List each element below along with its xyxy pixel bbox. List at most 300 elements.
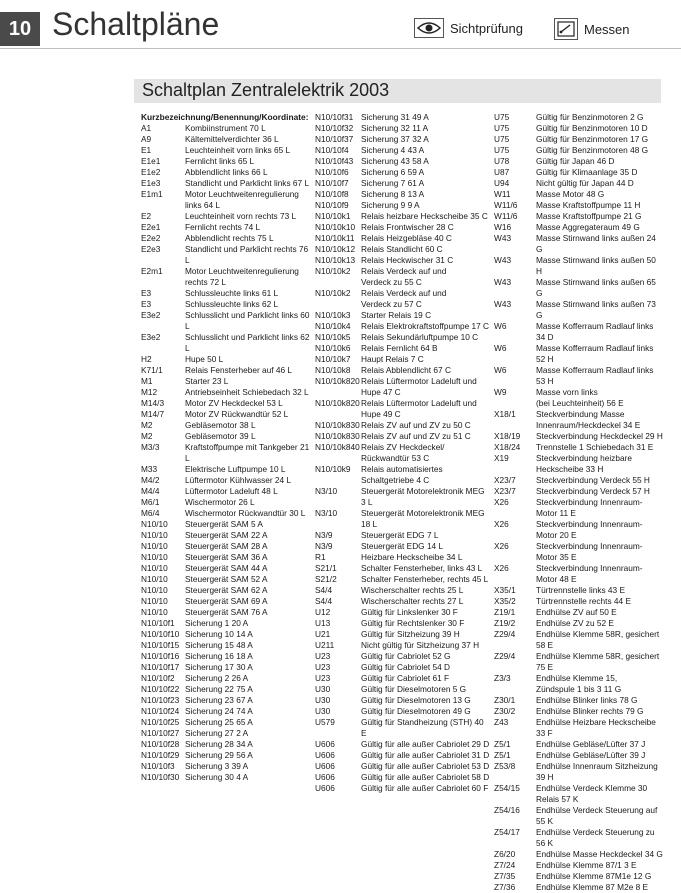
entry-code: R1 xyxy=(315,552,326,562)
entry-code: N3/9 xyxy=(315,541,333,551)
entry-description-line: Steckverbindung Innenraum- xyxy=(536,497,643,507)
entry-description xyxy=(185,178,311,189)
entry-code: Z43 xyxy=(494,717,509,727)
entry-description-line: Steckverbindung Innenraum- xyxy=(536,563,643,573)
entry-description-line: Relais ZV Heckdeckel/ xyxy=(361,442,445,452)
legend-entry xyxy=(494,277,664,299)
entry-description-line: Gültig für Cabriolet 54 D xyxy=(361,662,451,672)
entry-code: U23 xyxy=(315,662,331,672)
entry-description xyxy=(536,860,664,871)
entry-description xyxy=(361,178,490,189)
entry-description xyxy=(185,420,311,431)
entry-description xyxy=(185,772,311,783)
entry-code: M14/3 xyxy=(141,398,165,408)
legend-entry xyxy=(141,585,311,596)
entry-code: X18/24 xyxy=(494,442,521,452)
entry-description-line: Sicherung 4 43 A xyxy=(361,145,425,155)
entry-description xyxy=(536,739,664,750)
entry-code: X19 xyxy=(494,453,509,463)
entry-description-line: Relais Verdeck auf und xyxy=(361,266,447,276)
legend-entry xyxy=(315,156,490,167)
entry-description xyxy=(361,607,490,618)
entry-code: W43 xyxy=(494,255,512,265)
legend-entry xyxy=(315,717,490,739)
entry-description xyxy=(536,200,664,211)
entry-description-line: Steckverbindung heizbare xyxy=(536,453,632,463)
entry-code: U75 xyxy=(494,123,510,133)
entry-code: N10/10 xyxy=(141,552,168,562)
entry-description-line: Hupe 47 C xyxy=(361,387,401,397)
entry-description-line: Schalter Fensterheber, links 43 L xyxy=(361,563,483,573)
legend-entry xyxy=(494,827,664,849)
legend-entry xyxy=(141,354,311,365)
entry-code: N10/10f30 xyxy=(141,772,180,782)
legend-entry xyxy=(494,750,664,761)
entry-description xyxy=(536,255,664,277)
entry-code: N10/10f27 xyxy=(141,728,180,738)
sichtpruefung-legend xyxy=(414,18,523,38)
legend-entry xyxy=(494,343,664,365)
entry-code: A1 xyxy=(141,123,152,133)
legend-entry xyxy=(494,442,664,453)
legend-entry xyxy=(494,475,664,486)
entry-description xyxy=(536,519,664,541)
entry-code: H2 xyxy=(141,354,152,364)
entry-code: W43 xyxy=(494,277,512,287)
legend-entry xyxy=(141,332,311,354)
entry-description-line: Endhülse Masse Heckdeckel 34 G xyxy=(536,849,663,859)
entry-description xyxy=(361,585,490,596)
entry-description-line: Sicherung 3 39 A xyxy=(185,761,249,771)
entry-description-line: Steuergerät SAM 36 A xyxy=(185,552,268,562)
entry-code: Z29/4 xyxy=(494,651,516,661)
entry-code: U211 xyxy=(315,640,335,650)
entry-code: W9 xyxy=(494,387,507,397)
entry-description xyxy=(361,761,490,772)
entry-code: M14/7 xyxy=(141,409,165,419)
entry-description-line: Steckverbindung Heckdeckel 29 H xyxy=(536,431,663,441)
legend-entry xyxy=(141,464,311,475)
entry-code: N10/10f15 xyxy=(141,640,180,650)
entry-description xyxy=(361,398,490,420)
entry-description xyxy=(185,244,311,266)
legend-entry xyxy=(315,145,490,156)
entry-code: M1 xyxy=(141,376,153,386)
messen-label: Messen xyxy=(584,21,630,37)
entry-code: N10/10k5 xyxy=(315,332,351,342)
entry-code: N10/10f7 xyxy=(315,178,349,188)
entry-code: U30 xyxy=(315,706,331,716)
entry-description xyxy=(361,332,490,343)
legend-entry xyxy=(494,761,664,783)
entry-code: N10/10k820 xyxy=(315,376,360,386)
entry-code: X35/2 xyxy=(494,596,516,606)
entry-description-line: Relais heizbare Heckscheibe 35 C xyxy=(361,211,488,221)
entry-description-line: Wischermotor 26 L xyxy=(185,497,255,507)
entry-description xyxy=(185,618,311,629)
entry-description xyxy=(536,563,664,585)
entry-description xyxy=(185,629,311,640)
entry-code: M12 xyxy=(141,387,158,397)
entry-description-line: Schlussleuchte links 62 L xyxy=(185,299,279,309)
entry-description-line: Sicherung 10 14 A xyxy=(185,629,253,639)
entry-description xyxy=(185,409,311,420)
entry-description-line: Fernlicht links 65 L xyxy=(185,156,255,166)
legend-entry xyxy=(141,398,311,409)
entry-description xyxy=(536,123,664,134)
entry-code: N10/10 xyxy=(141,574,168,584)
entry-code: S4/4 xyxy=(315,596,333,606)
entry-description xyxy=(185,530,311,541)
entry-description-line: Steuergerät SAM 62 A xyxy=(185,585,268,595)
entry-description-line: Elektrische Luftpumpe 10 L xyxy=(185,464,286,474)
entry-description-line: Masse Stirnwand links außen 50 H xyxy=(536,255,656,276)
entry-description-line: Nicht gültig für Japan 44 D xyxy=(536,178,634,188)
entry-code: N10/10f17 xyxy=(141,662,180,672)
legend-entry xyxy=(494,882,664,893)
entry-description xyxy=(361,684,490,695)
entry-description-line: Endhülse Klemme 58R, gesichert 75 E xyxy=(536,651,660,672)
legend-entry xyxy=(141,695,311,706)
entry-code: X35/1 xyxy=(494,585,516,595)
entry-description-line: Verdeck zu 55 C xyxy=(361,277,422,287)
entry-description-line: Endhülse Klemme 87 M2e 8 E xyxy=(536,882,649,892)
entry-description xyxy=(361,530,490,541)
entry-description xyxy=(536,387,664,409)
entry-code: N10/10f8 xyxy=(315,189,349,199)
legend-entry xyxy=(494,629,664,651)
entry-description-line: Relais 57 K xyxy=(536,794,579,804)
entry-code: M3/3 xyxy=(141,442,160,452)
legend-entry xyxy=(494,134,664,145)
entry-description-line: Gültig für Dieselmotoren 5 G xyxy=(361,684,467,694)
entry-code: U579 xyxy=(315,717,335,727)
entry-code: N10/10k11 xyxy=(315,233,355,243)
entry-description-line: Lüftermotor Ladeluft 48 L xyxy=(185,486,278,496)
entry-description-line: Gebläsemotor 38 L xyxy=(185,420,256,430)
entry-description-line: Motor Leuchtweitenregulierung xyxy=(185,266,299,276)
legend-entry xyxy=(315,574,490,585)
entry-code: E3e2 xyxy=(141,310,161,320)
entry-description xyxy=(536,629,664,651)
entry-description-line: Endhülse Heizbare Heckscheibe 33 F xyxy=(536,717,656,738)
entry-description-line: Hupe 50 L xyxy=(185,354,224,364)
entry-description xyxy=(185,233,311,244)
entry-description xyxy=(361,266,490,288)
entry-code: N10/10 xyxy=(141,530,168,540)
entry-description-line: Abblendlicht rechts 75 L xyxy=(185,233,274,243)
entry-description-line: Starter Relais 19 C xyxy=(361,310,432,320)
legend-entry xyxy=(494,871,664,882)
entry-description-line: Endhülse Klemme 87/1 3 E xyxy=(536,860,637,870)
legend-entry xyxy=(141,761,311,772)
legend-entry xyxy=(315,431,490,442)
entry-code: M6/1 xyxy=(141,497,160,507)
entry-description-line: Sicherung 32 11 A xyxy=(361,123,429,133)
entry-description-line: Steuergerät EDG 7 L xyxy=(361,530,439,540)
entry-description-line: Sicherung 24 74 A xyxy=(185,706,253,716)
entry-description xyxy=(185,585,311,596)
entry-code: N10/10k840 xyxy=(315,442,360,452)
legend-entry xyxy=(494,321,664,343)
entry-code: E2e3 xyxy=(141,244,161,254)
legend-entry xyxy=(141,728,311,739)
entry-description xyxy=(185,574,311,585)
entry-description xyxy=(185,497,311,508)
legend-entry xyxy=(315,464,490,486)
entry-description xyxy=(185,189,311,211)
entry-code: E2 xyxy=(141,211,152,221)
entry-description-line: Gültig für Benzinmotoren 48 G xyxy=(536,145,649,155)
legend-entry xyxy=(315,244,490,255)
entry-description-line: Steuergerät SAM 44 A xyxy=(185,563,268,573)
meter-icon xyxy=(554,18,578,40)
entry-code: N3/9 xyxy=(315,530,333,540)
entry-code: W11/6 xyxy=(494,211,518,221)
entry-code: N10/10k820 xyxy=(315,398,360,408)
entry-code: N10/10k4 xyxy=(315,321,351,331)
entry-description-line: Motor ZV Heckdeckel 53 L xyxy=(185,398,283,408)
entry-description-line: Kältemittelverdichter 36 L xyxy=(185,134,279,144)
entry-code: E1e3 xyxy=(141,178,161,188)
entry-description xyxy=(536,673,664,695)
entry-description xyxy=(185,750,311,761)
entry-code: X18/19 xyxy=(494,431,521,441)
entry-description xyxy=(361,739,490,750)
entry-code: N10/10f3 xyxy=(141,761,175,771)
entry-code: S4/4 xyxy=(315,585,333,595)
legend-entry xyxy=(141,563,311,574)
entry-description-line: Sicherung 31 49 A xyxy=(361,112,429,122)
legend-entry xyxy=(315,640,490,651)
entry-description-line: Sicherung 9 9 A xyxy=(361,200,420,210)
entry-description-line: Endhülse Blinker links 78 G xyxy=(536,695,638,705)
entry-code: U606 xyxy=(315,783,335,793)
entry-code: Z6/20 xyxy=(494,849,516,859)
entry-description-line: Gültig für Dieselmotoren 13 G xyxy=(361,695,471,705)
entry-code: N10/10 xyxy=(141,519,168,529)
entry-code: N10/10f4 xyxy=(315,145,349,155)
entry-description xyxy=(185,475,311,486)
entry-description-line: Lüftermotor Kühlwasser 24 L xyxy=(185,475,292,485)
entry-description-line: Sicherung 17 30 A xyxy=(185,662,253,672)
entry-description xyxy=(536,585,664,596)
entry-code: N10/10f43 xyxy=(315,156,354,166)
entry-description-line: Abblendlicht links 66 L xyxy=(185,167,268,177)
legend-entry xyxy=(494,211,664,222)
legend-entry xyxy=(315,761,490,772)
entry-code: E3 xyxy=(141,288,152,298)
entry-code: X23/7 xyxy=(494,486,516,496)
legend-entry xyxy=(494,563,664,585)
entry-code: N10/10 xyxy=(141,541,168,551)
entry-description-line: Schaltgetriebe 4 C xyxy=(361,475,430,485)
entry-description xyxy=(185,717,311,728)
entry-description-line: Zündspule 1 bis 3 11 G xyxy=(536,684,622,694)
entry-description xyxy=(536,805,664,827)
entry-description xyxy=(536,706,664,717)
entry-description-line: Steckverbindung Verdeck 55 H xyxy=(536,475,650,485)
entry-description-line: Relais Fernlicht 64 B xyxy=(361,343,438,353)
entry-code: Z7/36 xyxy=(494,882,516,892)
entry-description-line: Kombiinstrument 70 L xyxy=(185,123,266,133)
entry-code: Z7/24 xyxy=(494,860,516,870)
entry-description xyxy=(361,662,490,673)
entry-description xyxy=(361,189,490,200)
entry-description xyxy=(361,420,490,431)
entry-description xyxy=(361,552,490,563)
legend-entry xyxy=(141,167,311,178)
legend-entry xyxy=(315,222,490,233)
entry-code: N10/10k2 xyxy=(315,288,351,298)
entry-description-line: Steckverbindung Verdeck 57 H xyxy=(536,486,650,496)
entry-description-line: Masse Aggregateraum 49 G xyxy=(536,222,640,232)
entry-description xyxy=(536,541,664,563)
entry-description xyxy=(536,211,664,222)
entry-description xyxy=(361,376,490,398)
entry-description-line: Motor 20 E xyxy=(536,530,577,540)
entry-description-line: Verdeck zu 57 C xyxy=(361,299,422,309)
entry-description-line: Sicherung 15 48 A xyxy=(185,640,253,650)
entry-description xyxy=(185,519,311,530)
legend-entry xyxy=(315,420,490,431)
entry-description xyxy=(361,431,490,442)
entry-description xyxy=(536,486,664,497)
legend-entry xyxy=(141,552,311,563)
entry-code: N10/10k3 xyxy=(315,310,351,320)
entry-description xyxy=(185,354,311,365)
entry-description-line: Türtrennstelle rechts 44 E xyxy=(536,596,631,606)
legend-entry xyxy=(315,167,490,178)
entry-description xyxy=(536,145,664,156)
entry-code: N10/10f28 xyxy=(141,739,180,749)
legend-entry xyxy=(141,310,311,332)
entry-description xyxy=(185,288,311,299)
legend-entry xyxy=(315,255,490,266)
entry-description xyxy=(361,211,490,222)
entry-description-line: Heckscheibe 33 H xyxy=(536,464,604,474)
entry-description xyxy=(536,321,664,343)
entry-description xyxy=(361,233,490,244)
entry-description xyxy=(361,464,490,486)
entry-description xyxy=(185,431,311,442)
entry-description xyxy=(536,222,664,233)
entry-description-line: Sicherung 29 56 A xyxy=(185,750,253,760)
header-divider xyxy=(0,48,681,49)
entry-code: N10/10f10 xyxy=(141,629,180,639)
legend-entry xyxy=(141,717,311,728)
legend-entry xyxy=(141,211,311,222)
entry-description-line: Gültig für Dieselmotoren 49 G xyxy=(361,706,471,716)
legend-entry xyxy=(494,706,664,717)
entry-description xyxy=(536,299,664,321)
entry-description-line: Sicherung 8 13 A xyxy=(361,189,425,199)
entry-code: E1e1 xyxy=(141,156,161,166)
entry-code: U75 xyxy=(494,145,510,155)
entry-description-line: links 64 L xyxy=(185,200,221,210)
legend-entry xyxy=(315,200,490,211)
legend-entry xyxy=(315,398,490,420)
entry-description xyxy=(361,563,490,574)
legend-entry xyxy=(141,508,311,519)
entry-description xyxy=(185,596,311,607)
legend-entry xyxy=(141,684,311,695)
entry-description-line: Motor ZV Rückwandtür 52 L xyxy=(185,409,289,419)
entry-description-line: Relais automatisiertes xyxy=(361,464,443,474)
legend-entry xyxy=(315,310,490,321)
legend-entry xyxy=(494,541,664,563)
entry-description-line: Masse Kofferraum Radlauf links 34 D xyxy=(536,321,654,342)
legend-entry xyxy=(141,288,311,299)
entry-description-line: Kraftstoffpumpe mit Tankgeber 21 L xyxy=(185,442,310,463)
legend-entry xyxy=(315,486,490,508)
legend-entry xyxy=(141,750,311,761)
legend-entry xyxy=(315,134,490,145)
entry-description-line: Gültig für alle außer Cabriolet 60 F xyxy=(361,783,489,793)
entry-description xyxy=(361,673,490,684)
entry-description-line: Endhülse Blinker rechts 79 G xyxy=(536,706,644,716)
legend-entry xyxy=(494,453,664,475)
entry-code: M4/4 xyxy=(141,486,160,496)
legend-entry xyxy=(315,684,490,695)
legend-entry xyxy=(494,607,664,618)
legend-entry xyxy=(494,497,664,519)
entry-code: Z30/1 xyxy=(494,695,516,705)
entry-code: S21/2 xyxy=(315,574,337,584)
legend-entry xyxy=(494,233,664,255)
entry-code: X26 xyxy=(494,541,509,551)
entry-description xyxy=(536,607,664,618)
entry-description-line: Gebläsemotor 39 L xyxy=(185,431,256,441)
entry-code: E1m1 xyxy=(141,189,163,199)
entry-description xyxy=(536,365,664,387)
legend-entry xyxy=(141,607,311,618)
document-title: Schaltplan Zentralelektrik 2003 xyxy=(142,80,390,100)
legend-entry xyxy=(315,772,490,783)
legend-entry xyxy=(141,772,311,783)
legend-entry xyxy=(141,189,311,211)
entry-description xyxy=(185,464,311,475)
entry-description-line: Sicherung 6 59 A xyxy=(361,167,425,177)
legend-entry xyxy=(315,442,490,464)
entry-description-line: Sicherung 22 75 A xyxy=(185,684,253,694)
entry-description-line: Heizbare Heckscheibe 34 L xyxy=(361,552,463,562)
entry-code: N10/10f1 xyxy=(141,618,175,628)
legend-entry xyxy=(494,849,664,860)
entry-description-line: Steuergerät Motorelektronik MEG 18 L xyxy=(361,508,485,529)
entry-code: N10/10k830 xyxy=(315,431,360,441)
entry-description-line: Gültig für alle außer Cabriolet 58 D xyxy=(361,772,490,782)
entry-description xyxy=(361,772,490,783)
legend-entry xyxy=(494,255,664,277)
legend-entry xyxy=(494,739,664,750)
entry-code: N10/10 xyxy=(141,607,168,617)
entry-description-line: Relais Sekundärluftpumpe 10 C xyxy=(361,332,479,342)
entry-code: X18/1 xyxy=(494,409,516,419)
page-number: 10 xyxy=(0,12,40,46)
entry-description-line: Gültig für Rechtslenker 30 F xyxy=(361,618,465,628)
entry-description xyxy=(536,112,664,123)
entry-description xyxy=(361,222,490,233)
entry-description-line: Motor Leuchtweitenregulierung xyxy=(185,189,299,199)
legend-entry xyxy=(141,266,311,288)
entry-description xyxy=(361,145,490,156)
entry-description xyxy=(536,453,664,475)
entry-description xyxy=(185,508,311,519)
entry-description xyxy=(185,673,311,684)
legend-entry xyxy=(315,365,490,376)
entry-description xyxy=(536,497,664,519)
